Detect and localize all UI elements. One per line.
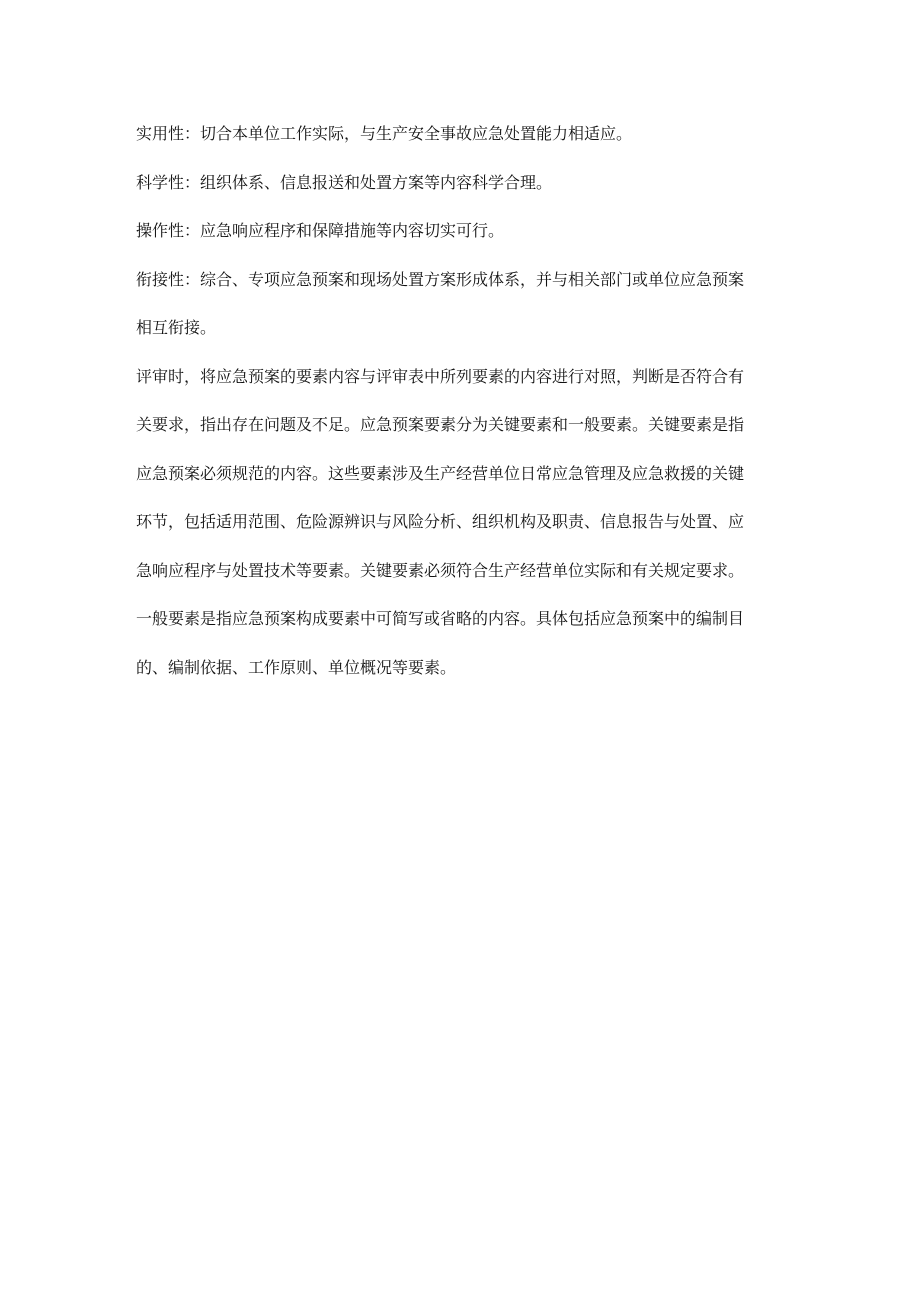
review-paragraph-line: 环节，包括适用范围、危险源辨识与风险分析、组织机构及职责、信息报告与处置、应 bbox=[136, 512, 745, 531]
document-body bbox=[136, 120, 796, 702]
review-paragraph-line: 应急预案必须规范的内容。这些要素涉及生产经营单位日常应急管理及应急救援的关键 bbox=[136, 463, 745, 483]
criteria-operability: 操作性：应急响应程序和保障措施等内容切实可行。 bbox=[136, 221, 505, 240]
criteria-practicality: 实用性：切合本单位工作实际，与生产安全事故应急处置能力相适应。 bbox=[136, 124, 633, 143]
review-paragraph-line: 一般要素是指应急预案构成要素中可简写或省略的内容。具体包括应急预案中的编制目 bbox=[136, 609, 745, 628]
criteria-connection: 衔接性：综合、专项应急预案和现场处置方案形成体系，并与相关部门或单位应急预案 bbox=[136, 269, 745, 289]
review-paragraph-line: 急响应程序与处置技术等要素。关键要素必须符合生产经营单位实际和有关规定要求。 bbox=[136, 560, 745, 580]
criteria-scientific: 科学性：组织体系、信息报送和处置方案等内容科学合理。 bbox=[136, 172, 553, 192]
review-paragraph-line: 的、编制依据、工作原则、单位概况等要素。 bbox=[136, 657, 457, 677]
review-paragraph-line: 评审时，将应急预案的要素内容与评审表中所列要素的内容进行对照，判断是否符合有 bbox=[136, 366, 745, 386]
review-paragraph-line: 关要求，指出存在问题及不足。应急预案要素分为关键要素和一般要素。关键要素是指 bbox=[136, 415, 745, 434]
criteria-connection-cont: 相互衔接。 bbox=[136, 318, 217, 337]
